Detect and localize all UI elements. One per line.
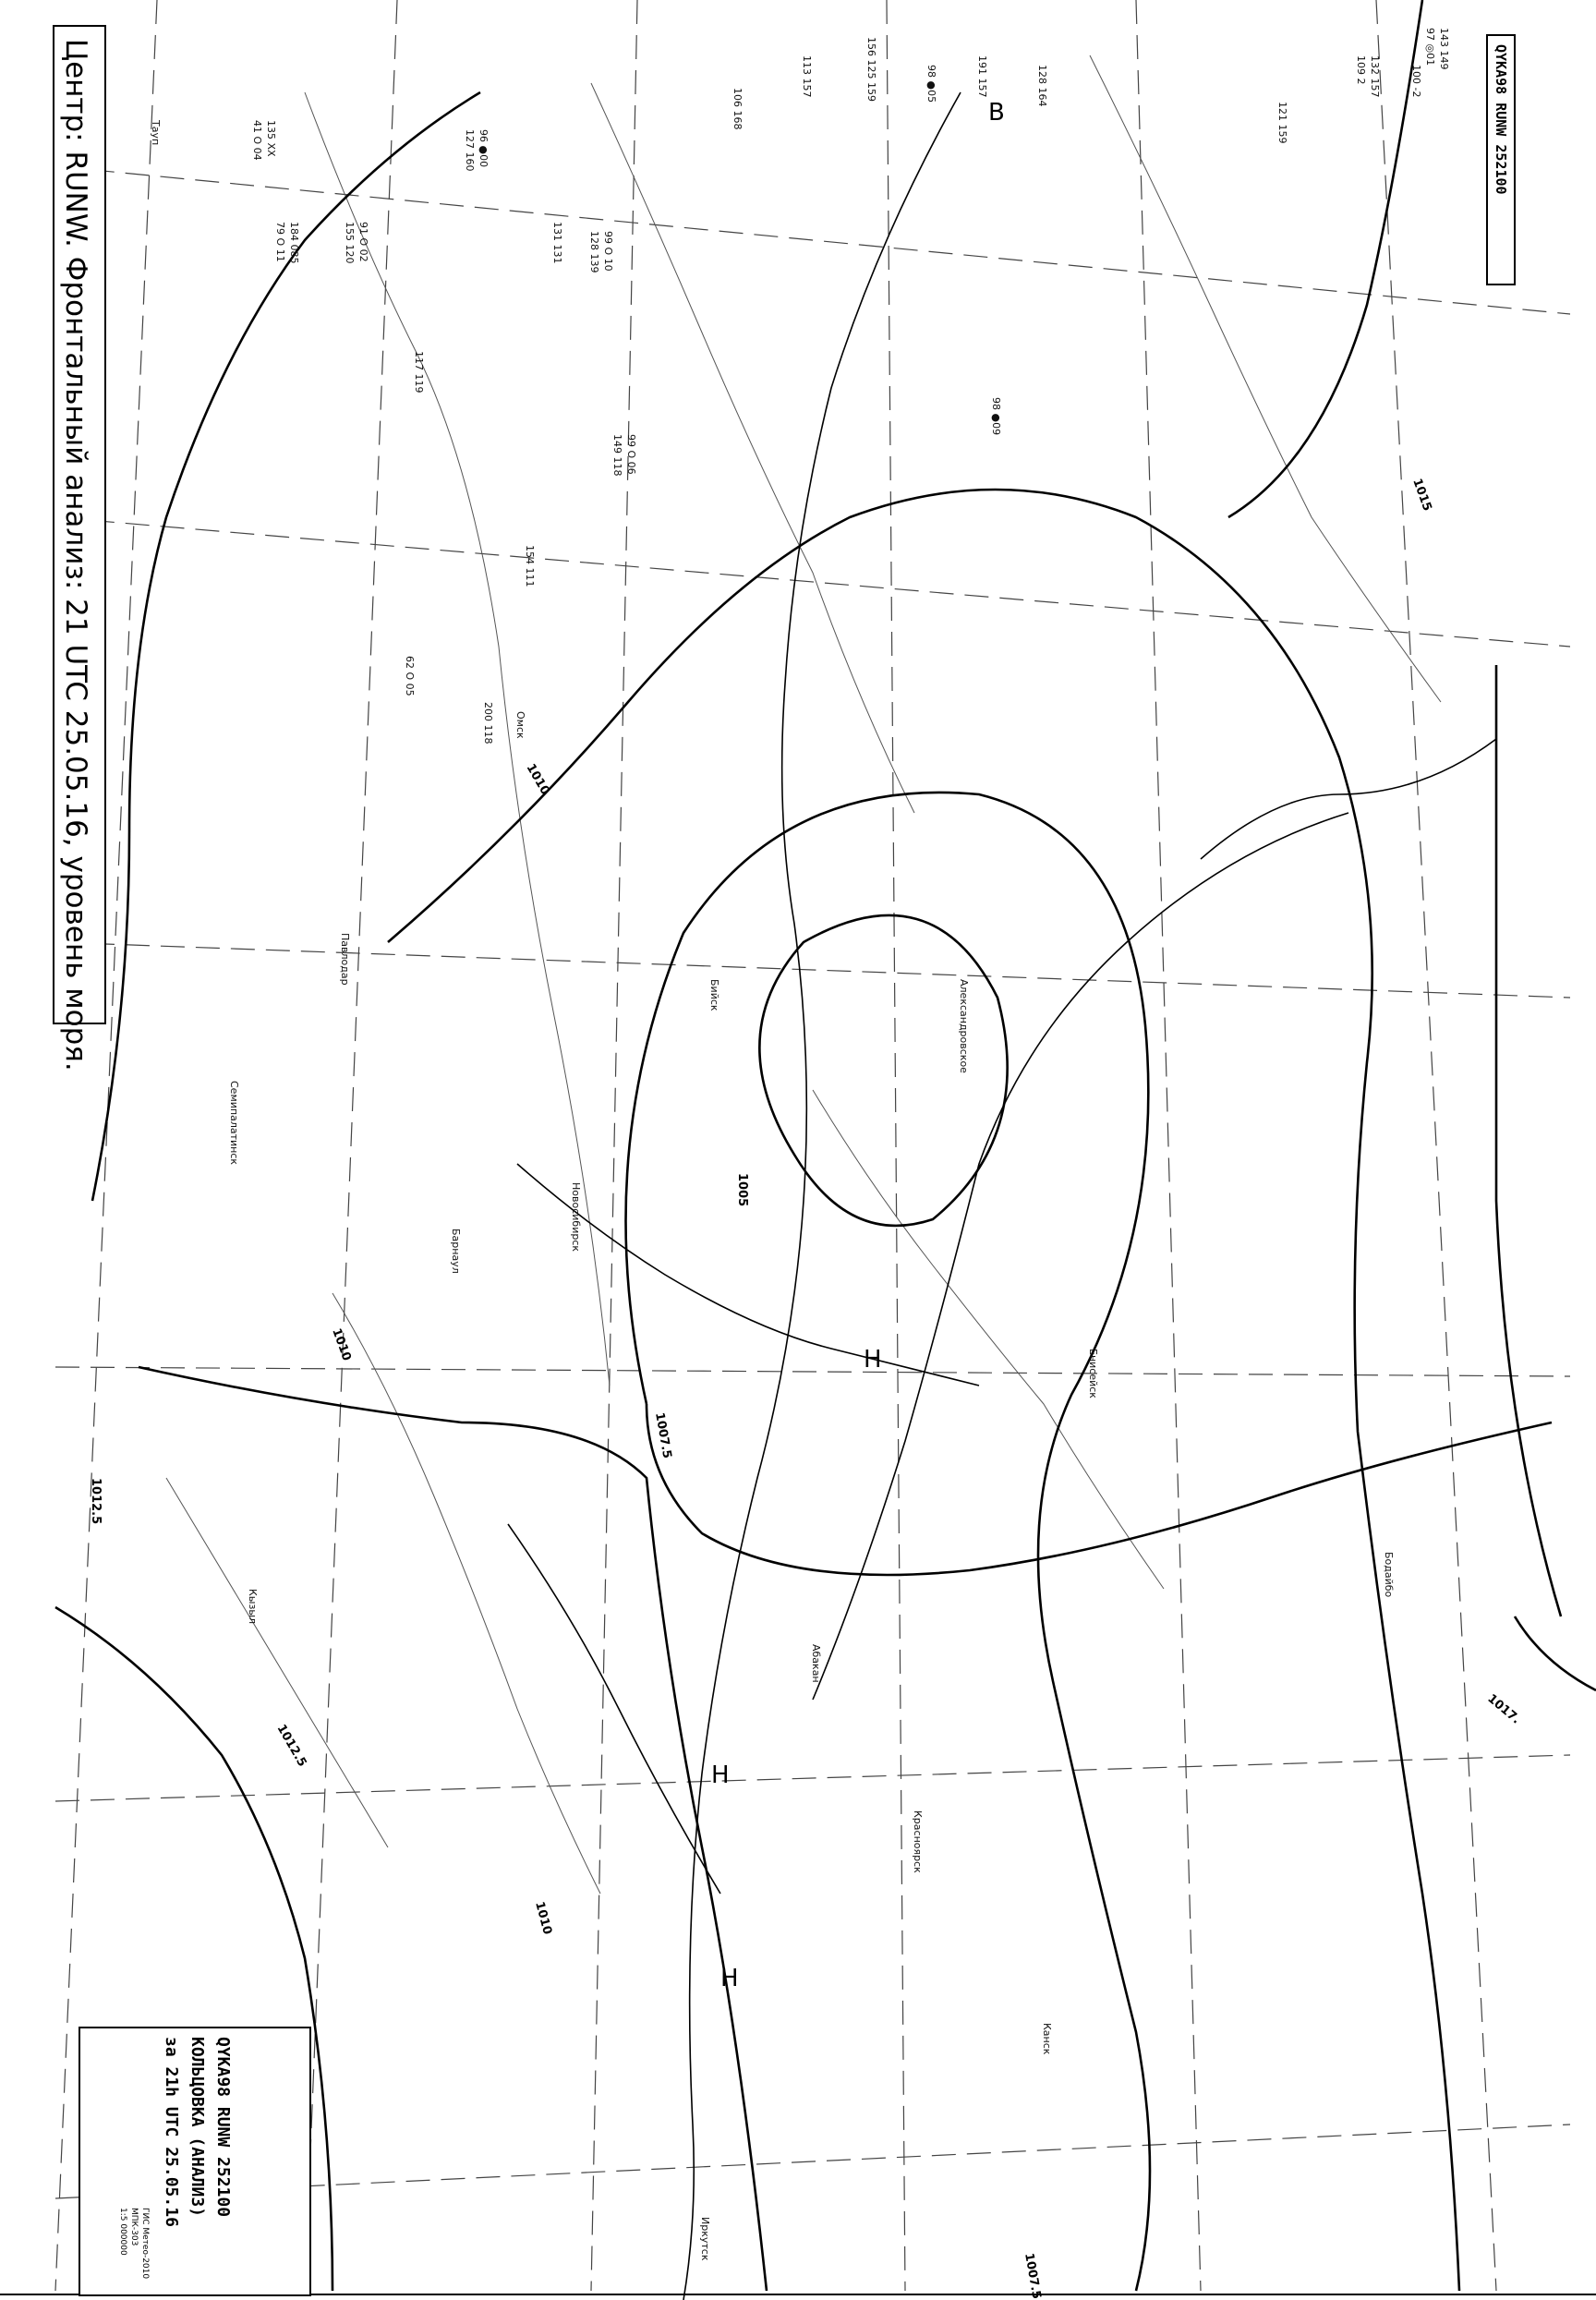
city-label: Павлодар — [339, 933, 351, 986]
station-plot: 106 168 — [732, 88, 744, 130]
pressure-centre-low: Н — [720, 1965, 739, 1992]
station-plot: 149 118 — [611, 434, 623, 477]
station-plot: 155 120 — [344, 222, 356, 264]
station-plot: 184 085 — [288, 222, 300, 264]
station-plot: 132 157 — [1369, 55, 1381, 98]
city-label: Енисейск — [1087, 1349, 1099, 1398]
city-label: Семипалатинск — [228, 1081, 240, 1166]
isobar-label: 1012.5 — [89, 1478, 103, 1525]
city-label: Барнаул — [450, 1229, 462, 1274]
warm-front-east — [813, 813, 1348, 1700]
city-label: Александровское — [958, 979, 970, 1073]
city-label: Кызыл — [247, 1589, 259, 1625]
isobar-label: 1015 — [1409, 477, 1434, 514]
city-label: Бийск — [708, 979, 720, 1011]
pressure-centre-low: Н — [711, 1761, 730, 1789]
station-plot: 96 ●00 — [478, 129, 490, 168]
station-plot: 117 119 — [413, 351, 425, 393]
city-labels — [150, 119, 1395, 2261]
city-label: Красноярск — [912, 1810, 924, 1873]
station-plot: 154 111 — [524, 545, 536, 587]
pressure-centre-high: В — [988, 99, 1005, 127]
station-plot: 97 ◎01 — [1424, 28, 1436, 67]
warm-front-north — [1201, 739, 1496, 859]
city-label: Канск — [1041, 2023, 1053, 2055]
station-plot: 99 O 10 — [602, 231, 614, 272]
header-code-box — [1487, 35, 1515, 284]
city-label: Абакан — [810, 1644, 822, 1683]
station-plot: 41 O 04 — [251, 120, 263, 161]
isobar-label: 1017. — [1484, 1691, 1523, 1727]
stamp-line-6: 1:5 000000 — [118, 2208, 127, 2256]
station-plot: 113 157 — [801, 55, 813, 98]
station-plot: 143 149 — [1438, 28, 1450, 70]
city-label: Омск — [514, 711, 526, 739]
isobar-label: 1005 — [735, 1173, 749, 1207]
station-plot: 156 125 159 — [865, 37, 877, 102]
station-plot: 200 118 — [482, 702, 494, 744]
city-label: Тауп — [150, 120, 162, 146]
pressure-centre-low: Н — [864, 1346, 882, 1374]
station-plot: 91 O 02 — [357, 222, 369, 262]
front-southwest — [508, 1524, 720, 1894]
station-plots — [251, 28, 1450, 744]
city-label: Новосибирск — [570, 1182, 582, 1253]
station-plot: 100 -2 — [1410, 65, 1422, 98]
graticule — [55, 0, 1570, 2291]
stamp-line-4: ГИС Метео-2010 — [140, 2208, 150, 2280]
station-plot: 121 159 — [1276, 102, 1288, 144]
isobar-label: 1007.5 — [1022, 2252, 1044, 2300]
stamp-line-2: КОЛЬЦОВКА (АНАЛИЗ) — [187, 2037, 207, 2218]
station-plot: 128 164 — [1036, 65, 1048, 107]
isobars — [55, 0, 1596, 2291]
station-plot: 127 160 — [464, 129, 476, 172]
station-plot: 128 139 — [588, 231, 600, 273]
isobar-1015 — [1228, 0, 1422, 517]
isobar-1017 — [1515, 1616, 1596, 1690]
title-strip — [54, 26, 105, 1071]
station-plot: 99 O 06 — [625, 434, 637, 475]
map-title: Центр: RUNW. Фронтальный анализ: 21 UTC 25.05.16, уровень моря. — [59, 39, 92, 1071]
isobar-label: 1007.5 — [652, 1411, 674, 1460]
stamp-box — [79, 2028, 310, 2295]
isobar-1007-5-west — [647, 1404, 1552, 1575]
station-plot: 135 XX — [265, 120, 277, 157]
station-plot: 131 131 — [551, 222, 563, 264]
station-plot: 109 2 — [1355, 55, 1367, 85]
isobar-label: 1010 — [329, 1326, 354, 1363]
isobar-label: 1010 — [532, 1900, 554, 1936]
coastlines — [166, 55, 1441, 1894]
isobar-1010-north — [388, 490, 1459, 2291]
stamp-line-5: МПК-303 — [129, 2208, 139, 2246]
city-label: Иркутск — [699, 2217, 711, 2261]
stamp-line-3: за 21h UTC 25.05.16 — [162, 2037, 181, 2227]
station-plot: 62 O 05 — [404, 656, 416, 696]
isobar-1007-5 — [626, 793, 1151, 2291]
station-plot: 98 ●05 — [925, 65, 937, 103]
station-plot: 98 ●09 — [990, 397, 1002, 436]
header-code: QYKA98 RUNW 252100 — [1493, 44, 1509, 195]
station-plot: 191 157 — [976, 55, 988, 98]
stamp-line-1: QYKA98 RUNW 252100 — [213, 2037, 233, 2218]
city-label: Бодайбо — [1383, 1552, 1395, 1598]
isobar-label: 1010 — [523, 761, 552, 798]
isobar-label: 1012.5 — [273, 1722, 309, 1770]
isobar-1015-east — [1496, 665, 1561, 1616]
station-plot: 79 O 11 — [274, 222, 286, 262]
